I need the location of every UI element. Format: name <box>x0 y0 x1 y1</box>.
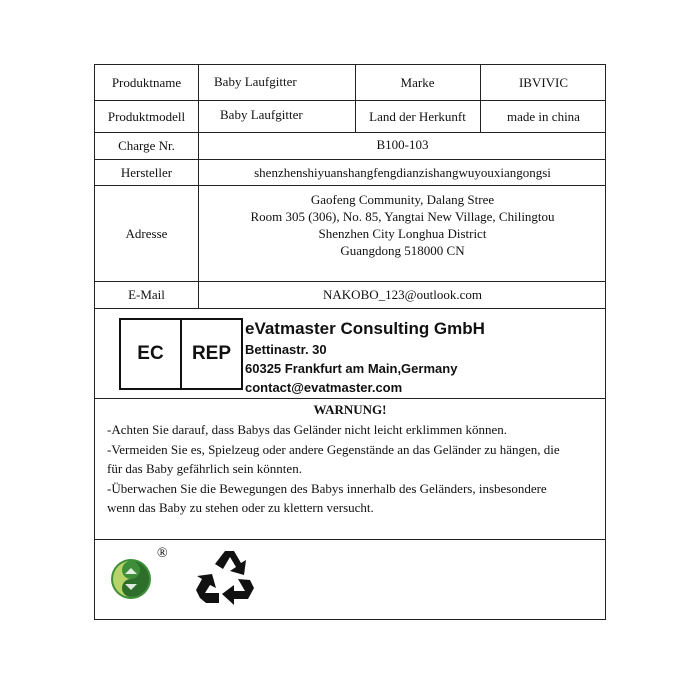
green-dot-icon <box>109 552 153 606</box>
ec-rep-address <box>245 318 485 397</box>
label-adresse: Adresse <box>125 225 168 241</box>
warning-line: für das Baby gefährlich sein könnten. <box>107 461 302 476</box>
value-charge-nr: B100-103 <box>376 136 429 152</box>
ec-rep-symbol <box>119 318 243 390</box>
warning-line: wenn das Baby zu stehen oder zu klettern versucht. <box>107 500 374 515</box>
value-land-der-herkunft: made in china <box>507 108 580 124</box>
rep-text: REP <box>180 320 241 388</box>
ec-rep-section <box>95 308 607 398</box>
label-produktname: Produktname <box>111 75 182 90</box>
label-marke: Marke <box>400 75 435 90</box>
warning-line: -Achten Sie darauf, dass Babys das Geländer nicht leicht erklimmen können. <box>107 422 507 437</box>
label-land-der-herkunft: Land der Herkunft <box>369 108 466 124</box>
product-label <box>94 64 606 620</box>
ec-text: EC <box>137 343 164 364</box>
warning-title: WARNUNG! <box>313 402 387 417</box>
value-produktname: Baby Laufgitter <box>214 73 297 89</box>
rep-company-name: eVatmaster Consulting GmbH <box>245 319 485 338</box>
value-hersteller: shenzhenshiyuanshangfengdianzishangwuyouxiangongsi <box>254 164 551 180</box>
registered-mark: ® <box>157 546 168 561</box>
warning-line: -Überwachen Sie die Bewegungen des Babys innerhalb des Geländers, insbesondere <box>107 480 547 496</box>
value-produktmodell: Baby Laufgitter <box>220 106 303 122</box>
address-block <box>198 191 607 271</box>
warning-text <box>107 420 599 518</box>
address-line: Room 305 (306), No. 85, Yangtai New Village, Chilingtou <box>250 209 555 224</box>
rep-street: Bettinastr. 30 <box>245 342 327 357</box>
address-line: Shenzhen City Longhua District <box>318 226 487 241</box>
address-line: Gaofeng Community, Dalang Stree <box>310 192 495 207</box>
value-marke: IBVIVIC <box>518 75 569 90</box>
row-divider <box>95 539 605 540</box>
row-divider <box>95 398 605 399</box>
recycle-icon <box>195 549 255 607</box>
rep-contact: contact@evatmaster.com <box>245 380 403 395</box>
warning-line: -Vermeiden Sie es, Spielzeug oder andere Gegenstände an das Geländer zu hängen, die <box>107 441 560 457</box>
value-email: NAKOBO_123@outlook.com <box>323 287 482 302</box>
address-line: Guangdong 518000 CN <box>340 243 465 258</box>
label-charge-nr: Charge Nr. <box>118 138 175 153</box>
label-produktmodell: Produktmodell <box>107 108 186 124</box>
label-hersteller: Hersteller <box>120 164 173 180</box>
label-email: E-Mail <box>128 287 165 302</box>
rep-city: 60325 Frankfurt am Main,Germany <box>245 361 458 376</box>
